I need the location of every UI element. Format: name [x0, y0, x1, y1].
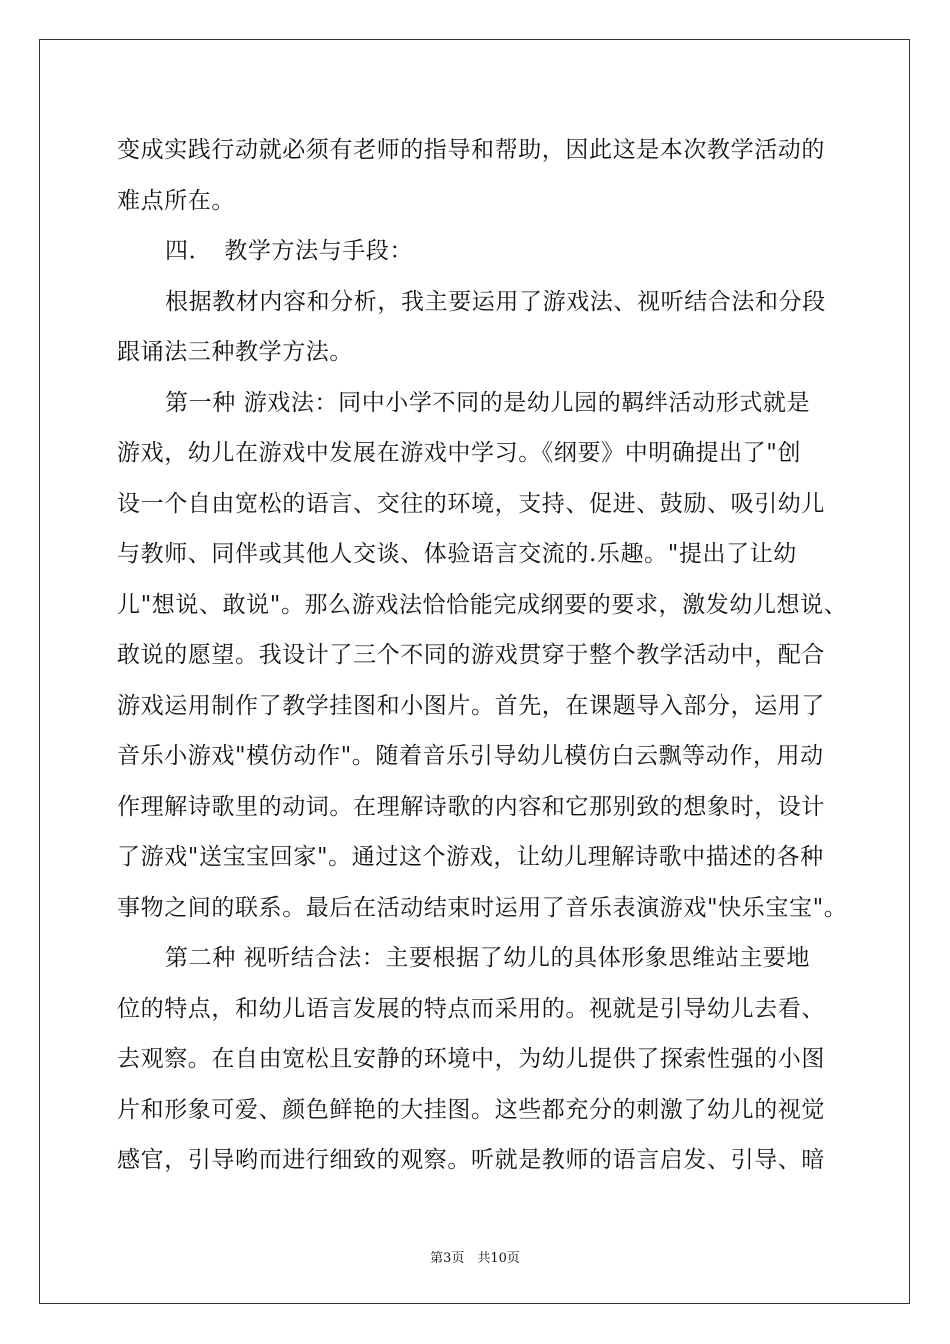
- page-number-footer: 第3页 共10页: [430, 1251, 520, 1266]
- text-line: 变成实践行动就必须有老师的指导和帮助，因此这是本次教学活动的: [117, 137, 825, 163]
- text-line: 游戏，幼儿在游戏中发展在游戏中学习。《纲要》中明确提出了"创: [117, 440, 802, 466]
- text-line: 游戏运用制作了教学挂图和小图片。首先，在课题导入部分，运用了: [117, 692, 825, 719]
- text-line: 音乐小游戏"模仿动作"。随着音乐引导幼儿模仿白云飘等动作，用动: [117, 743, 824, 769]
- text-line: 设一个自由宽松的语言、交往的环境，支持、促进、鼓励、吸引幼儿: [117, 490, 825, 517]
- text-line: 第一种 游戏法：同中小学不同的是幼儿园的羁绊活动形式就是: [165, 389, 811, 416]
- text-line: 根据教材内容和分析，我主要运用了游戏法、视听结合法和分段: [165, 288, 826, 315]
- text-line: 儿"想说、敢说"。那么游戏法恰恰能完成纲要的要求，激发幼儿想说、: [117, 591, 848, 618]
- text-line: 位的特点，和幼儿语言发展的特点而采用的。视就是引导幼儿去看、: [117, 995, 825, 1022]
- text-line: 敢说的愿望。我设计了三个不同的游戏贯穿于整个教学活动中，配合: [117, 642, 825, 668]
- text-line: 事物之间的联系。最后在活动结束时运用了音乐表演游戏"快乐宝宝"。: [117, 894, 848, 921]
- text-line: 感官，引导哟而进行细致的观察。听就是教师的语言启发、引导、暗: [117, 1147, 825, 1173]
- text-line: 作理解诗歌里的动词。在理解诗歌的内容和它那别致的想象时，设计: [117, 793, 825, 820]
- document-body: [117, 125, 848, 1186]
- text-line: 与教师、同伴或其他人交谈、体验语言交流的.乐趣。"提出了让幼: [117, 541, 797, 567]
- text-line: 去观察。在自由宽松且安静的环境中，为幼儿提供了探索性强的小图: [117, 1046, 825, 1072]
- text-line: 跟诵法三种教学方法。: [117, 339, 353, 365]
- text-line: 难点所在。: [117, 187, 235, 214]
- text-line: 片和形象可爱、颜色鲜艳的大挂图。这些都充分的刺激了幼儿的视觉: [117, 1096, 825, 1123]
- text-line: 了游戏"送宝宝回家"。通过这个游戏，让幼儿理解诗歌中描述的各种: [117, 844, 824, 870]
- text-line: 第二种 视听结合法：主要根据了幼儿的具体形象思维站主要地: [165, 945, 811, 971]
- section-heading: 四． 教学方法与手段：: [165, 238, 414, 264]
